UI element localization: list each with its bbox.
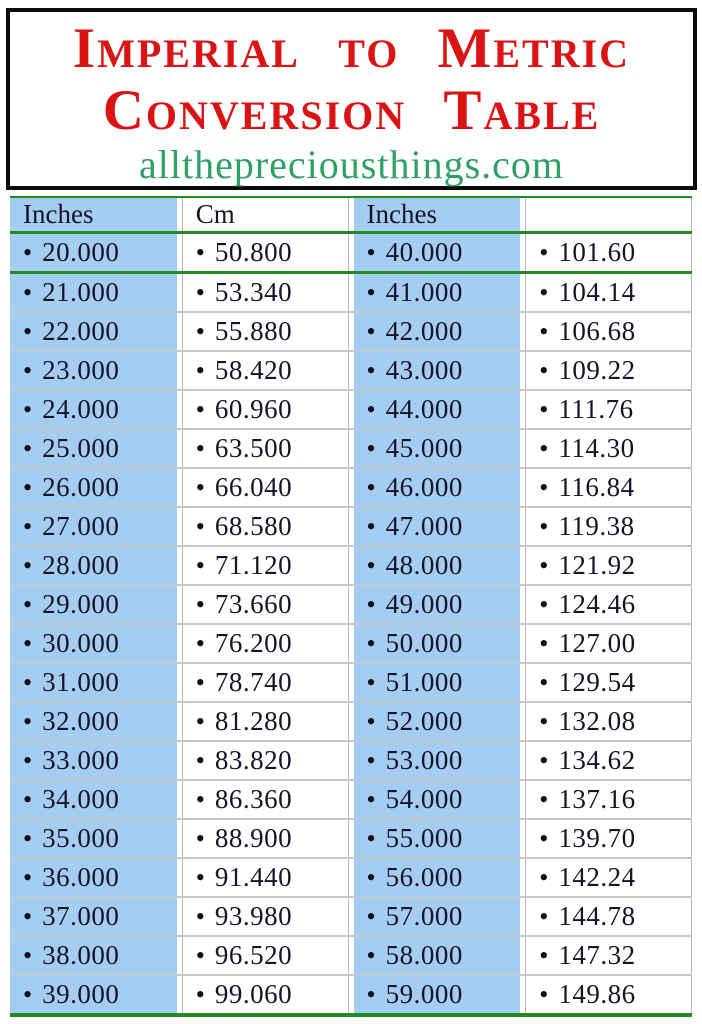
cell-value: 68.580 bbox=[214, 511, 293, 541]
bullet-icon: • bbox=[23, 316, 33, 346]
inches-cell bbox=[10, 352, 177, 389]
bullet-icon: • bbox=[23, 550, 33, 580]
table-row bbox=[10, 311, 692, 350]
table-row bbox=[10, 857, 692, 896]
cell-value: 56.000 bbox=[385, 862, 463, 892]
bullet-icon: • bbox=[539, 433, 549, 463]
bullet-icon: • bbox=[195, 237, 205, 267]
cm-cell bbox=[182, 664, 349, 701]
cell-value: 38.000 bbox=[42, 940, 120, 970]
cm-cell bbox=[525, 820, 692, 857]
bullet-icon: • bbox=[195, 550, 205, 580]
cell-value: 63.500 bbox=[214, 433, 293, 463]
bullet-icon: • bbox=[23, 589, 33, 619]
bullet-icon: • bbox=[195, 940, 205, 970]
cell-value: 47.000 bbox=[385, 511, 463, 541]
cm-cell bbox=[182, 391, 349, 428]
cell-value: 50.800 bbox=[214, 237, 293, 267]
cm-cell bbox=[182, 313, 349, 350]
bullet-icon: • bbox=[23, 277, 33, 307]
cm-cell bbox=[525, 547, 692, 584]
bullet-icon: • bbox=[23, 511, 33, 541]
bullet-icon: • bbox=[23, 784, 33, 814]
cell-value: 44.000 bbox=[385, 394, 463, 424]
cell-value: 127.00 bbox=[558, 628, 636, 658]
bullet-icon: • bbox=[539, 550, 549, 580]
cell-value: 59.000 bbox=[385, 979, 463, 1009]
bullet-icon: • bbox=[539, 237, 549, 267]
bullet-icon: • bbox=[539, 862, 549, 892]
bullet-icon: • bbox=[23, 355, 33, 385]
cm-cell bbox=[525, 859, 692, 896]
bullet-icon: • bbox=[539, 316, 549, 346]
inches-cell bbox=[10, 742, 177, 779]
cell-value: 73.660 bbox=[214, 589, 293, 619]
bullet-icon: • bbox=[366, 237, 376, 267]
bullet-icon: • bbox=[195, 667, 205, 697]
cell-value: 25.000 bbox=[42, 433, 120, 463]
bullet-icon: • bbox=[195, 394, 205, 424]
cell-value: 111.76 bbox=[558, 394, 634, 424]
cell-value: 129.54 bbox=[558, 667, 636, 697]
inches-cell bbox=[10, 703, 177, 740]
bullet-icon: • bbox=[539, 628, 549, 658]
cell-value: 40.000 bbox=[385, 237, 463, 267]
column-header-cm-2 bbox=[525, 198, 692, 231]
cm-cell bbox=[182, 469, 349, 506]
cm-cell bbox=[182, 976, 349, 1013]
bullet-icon: • bbox=[539, 589, 549, 619]
inches-cell bbox=[10, 625, 177, 662]
bullet-icon: • bbox=[23, 394, 33, 424]
bullet-icon: • bbox=[195, 472, 205, 502]
cell-value: 58.000 bbox=[385, 940, 463, 970]
cell-value: 81.280 bbox=[214, 706, 293, 736]
cell-value: 20.000 bbox=[42, 237, 120, 267]
cm-cell bbox=[182, 859, 349, 896]
bullet-icon: • bbox=[366, 433, 376, 463]
cell-value: 104.14 bbox=[558, 277, 636, 307]
bullet-icon: • bbox=[539, 472, 549, 502]
bullet-icon: • bbox=[539, 901, 549, 931]
cell-value: 26.000 bbox=[42, 472, 120, 502]
cell-value: 55.880 bbox=[214, 316, 293, 346]
cell-value: 50.000 bbox=[385, 628, 463, 658]
cell-value: 27.000 bbox=[42, 511, 120, 541]
bullet-icon: • bbox=[195, 589, 205, 619]
cm-cell bbox=[525, 469, 692, 506]
bullet-icon: • bbox=[366, 316, 376, 346]
bullet-icon: • bbox=[539, 979, 549, 1009]
table-row bbox=[10, 896, 692, 935]
table-row bbox=[10, 701, 692, 740]
cm-cell bbox=[525, 976, 692, 1013]
bullet-icon: • bbox=[23, 940, 33, 970]
cm-cell bbox=[525, 742, 692, 779]
bullet-icon: • bbox=[23, 433, 33, 463]
inches-cell bbox=[354, 313, 521, 350]
table-row bbox=[10, 662, 692, 701]
bullet-icon: • bbox=[366, 667, 376, 697]
cm-cell bbox=[525, 586, 692, 623]
cell-value: 57.000 bbox=[385, 901, 463, 931]
inches-cell bbox=[354, 898, 521, 935]
cm-cell bbox=[525, 313, 692, 350]
inches-cell bbox=[354, 234, 521, 271]
table-body bbox=[10, 231, 692, 1017]
cell-value: 86.360 bbox=[214, 784, 293, 814]
bullet-icon: • bbox=[539, 706, 549, 736]
bullet-icon: • bbox=[195, 706, 205, 736]
table-row bbox=[10, 428, 692, 467]
cell-value: 39.000 bbox=[42, 979, 120, 1009]
bullet-icon: • bbox=[23, 979, 33, 1009]
inches-cell bbox=[10, 547, 177, 584]
cell-value: 101.60 bbox=[558, 237, 636, 267]
bullet-icon: • bbox=[195, 355, 205, 385]
table-row bbox=[10, 506, 692, 545]
bullet-icon: • bbox=[195, 784, 205, 814]
cell-value: 55.000 bbox=[385, 823, 463, 853]
cm-cell bbox=[525, 274, 692, 311]
cm-cell bbox=[182, 898, 349, 935]
cm-cell bbox=[182, 703, 349, 740]
cell-value: 134.62 bbox=[558, 745, 636, 775]
cell-value: 139.70 bbox=[558, 823, 636, 853]
inches-cell bbox=[10, 820, 177, 857]
cell-value: 30.000 bbox=[42, 628, 120, 658]
bullet-icon: • bbox=[366, 979, 376, 1009]
bullet-icon: • bbox=[366, 823, 376, 853]
cm-cell bbox=[525, 898, 692, 935]
cell-value: 116.84 bbox=[558, 472, 635, 502]
cm-cell bbox=[525, 781, 692, 818]
cm-cell bbox=[525, 625, 692, 662]
page bbox=[0, 8, 702, 1024]
inches-cell bbox=[354, 274, 521, 311]
column-header-inches-1: Inches bbox=[10, 198, 177, 231]
cell-value: 41.000 bbox=[385, 277, 463, 307]
bullet-icon: • bbox=[366, 745, 376, 775]
cm-cell bbox=[182, 742, 349, 779]
cell-value: 23.000 bbox=[42, 355, 120, 385]
cell-value: 24.000 bbox=[42, 394, 120, 424]
bullet-icon: • bbox=[539, 394, 549, 424]
inches-cell bbox=[10, 469, 177, 506]
table-row bbox=[10, 584, 692, 623]
bullet-icon: • bbox=[539, 667, 549, 697]
cell-value: 106.68 bbox=[558, 316, 636, 346]
inches-cell bbox=[354, 781, 521, 818]
bullet-icon: • bbox=[366, 355, 376, 385]
bullet-icon: • bbox=[539, 940, 549, 970]
bullet-icon: • bbox=[366, 862, 376, 892]
bullet-icon: • bbox=[195, 433, 205, 463]
bullet-icon: • bbox=[23, 862, 33, 892]
cell-value: 78.740 bbox=[214, 667, 293, 697]
inches-cell bbox=[10, 391, 177, 428]
cell-value: 29.000 bbox=[42, 589, 120, 619]
bullet-icon: • bbox=[366, 277, 376, 307]
table-row bbox=[10, 974, 692, 1017]
bullet-icon: • bbox=[195, 901, 205, 931]
inches-cell bbox=[10, 898, 177, 935]
inches-cell bbox=[354, 742, 521, 779]
bullet-icon: • bbox=[366, 940, 376, 970]
cm-cell bbox=[182, 352, 349, 389]
inches-cell bbox=[354, 352, 521, 389]
cm-cell bbox=[182, 625, 349, 662]
bullet-icon: • bbox=[539, 277, 549, 307]
inches-cell bbox=[354, 547, 521, 584]
title-line-2: Conversion Table bbox=[102, 79, 601, 142]
bullet-icon: • bbox=[539, 511, 549, 541]
cell-value: 45.000 bbox=[385, 433, 463, 463]
bullet-icon: • bbox=[23, 667, 33, 697]
inches-cell bbox=[10, 937, 177, 974]
bullet-icon: • bbox=[366, 706, 376, 736]
bullet-icon: • bbox=[366, 901, 376, 931]
cell-value: 137.16 bbox=[558, 784, 636, 814]
bullet-icon: • bbox=[195, 277, 205, 307]
bullet-icon: • bbox=[23, 901, 33, 931]
column-header-inches-2: Inches bbox=[354, 198, 521, 231]
bullet-icon: • bbox=[539, 784, 549, 814]
cm-cell bbox=[182, 508, 349, 545]
bullet-icon: • bbox=[195, 823, 205, 853]
inches-cell bbox=[354, 586, 521, 623]
bullet-icon: • bbox=[23, 472, 33, 502]
cell-value: 35.000 bbox=[42, 823, 120, 853]
cell-value: 31.000 bbox=[42, 667, 120, 697]
table-row bbox=[10, 623, 692, 662]
website-url: allthepreciousthings.com bbox=[138, 142, 564, 187]
bullet-icon: • bbox=[23, 745, 33, 775]
cell-value: 147.32 bbox=[558, 940, 636, 970]
bullet-icon: • bbox=[195, 979, 205, 1009]
cell-value: 60.960 bbox=[214, 394, 293, 424]
cell-value: 144.78 bbox=[558, 901, 636, 931]
inches-cell bbox=[10, 976, 177, 1013]
cell-value: 37.000 bbox=[42, 901, 120, 931]
cell-value: 91.440 bbox=[214, 862, 293, 892]
cell-value: 46.000 bbox=[385, 472, 463, 502]
bullet-icon: • bbox=[195, 316, 205, 346]
bullet-icon: • bbox=[366, 511, 376, 541]
bullet-icon: • bbox=[539, 745, 549, 775]
bullet-icon: • bbox=[23, 237, 33, 267]
table-row bbox=[10, 740, 692, 779]
cm-cell bbox=[525, 430, 692, 467]
inches-cell bbox=[354, 703, 521, 740]
cell-value: 32.000 bbox=[42, 706, 120, 736]
cell-value: 52.000 bbox=[385, 706, 463, 736]
cm-cell bbox=[525, 937, 692, 974]
inches-cell bbox=[354, 391, 521, 428]
table-row bbox=[10, 389, 692, 428]
bullet-icon: • bbox=[366, 628, 376, 658]
table-row bbox=[10, 779, 692, 818]
bullet-icon: • bbox=[23, 628, 33, 658]
cm-cell bbox=[182, 820, 349, 857]
inches-cell bbox=[354, 430, 521, 467]
bullet-icon: • bbox=[366, 550, 376, 580]
inches-cell bbox=[10, 313, 177, 350]
cell-value: 71.120 bbox=[214, 550, 293, 580]
inches-cell bbox=[10, 234, 177, 271]
inches-cell bbox=[10, 508, 177, 545]
cm-cell bbox=[525, 703, 692, 740]
cm-cell bbox=[525, 234, 692, 271]
inches-cell bbox=[354, 820, 521, 857]
cell-value: 53.000 bbox=[385, 745, 463, 775]
cell-value: 33.000 bbox=[42, 745, 120, 775]
inches-cell bbox=[10, 859, 177, 896]
cell-value: 76.200 bbox=[214, 628, 293, 658]
cell-value: 48.000 bbox=[385, 550, 463, 580]
cm-cell bbox=[182, 430, 349, 467]
table-row bbox=[10, 818, 692, 857]
bullet-icon: • bbox=[195, 511, 205, 541]
bullet-icon: • bbox=[366, 472, 376, 502]
cell-value: 119.38 bbox=[558, 511, 635, 541]
cm-cell bbox=[525, 508, 692, 545]
cm-cell bbox=[182, 234, 349, 271]
cm-cell bbox=[182, 586, 349, 623]
cell-value: 43.000 bbox=[385, 355, 463, 385]
cell-value: 49.000 bbox=[385, 589, 463, 619]
inches-cell bbox=[354, 976, 521, 1013]
cell-value: 124.46 bbox=[558, 589, 636, 619]
cell-value: 149.86 bbox=[558, 979, 636, 1009]
inches-cell bbox=[354, 937, 521, 974]
inches-cell bbox=[354, 469, 521, 506]
cell-value: 121.92 bbox=[558, 550, 636, 580]
cell-value: 66.040 bbox=[214, 472, 293, 502]
table-row bbox=[10, 271, 692, 311]
cm-cell bbox=[182, 937, 349, 974]
cm-cell bbox=[182, 547, 349, 584]
cell-value: 109.22 bbox=[558, 355, 636, 385]
cell-value: 21.000 bbox=[42, 277, 120, 307]
cell-value: 142.24 bbox=[558, 862, 636, 892]
bullet-icon: • bbox=[366, 784, 376, 814]
cell-value: 36.000 bbox=[42, 862, 120, 892]
inches-cell bbox=[354, 664, 521, 701]
cm-cell bbox=[525, 391, 692, 428]
table-header-row bbox=[10, 198, 692, 231]
inches-cell bbox=[10, 664, 177, 701]
title-box bbox=[6, 8, 697, 190]
cell-value: 22.000 bbox=[42, 316, 120, 346]
bullet-icon: • bbox=[195, 745, 205, 775]
bullet-icon: • bbox=[366, 394, 376, 424]
table-row bbox=[10, 545, 692, 584]
cell-value: 88.900 bbox=[214, 823, 293, 853]
table-row bbox=[10, 350, 692, 389]
inches-cell bbox=[10, 430, 177, 467]
cell-value: 99.060 bbox=[214, 979, 293, 1009]
inches-cell bbox=[10, 781, 177, 818]
bullet-icon: • bbox=[23, 823, 33, 853]
cell-value: 83.820 bbox=[214, 745, 293, 775]
cell-value: 114.30 bbox=[558, 433, 635, 463]
bullet-icon: • bbox=[195, 862, 205, 892]
conversion-table bbox=[10, 196, 692, 1017]
cell-value: 96.520 bbox=[214, 940, 293, 970]
inches-cell bbox=[354, 859, 521, 896]
cm-cell bbox=[182, 274, 349, 311]
cell-value: 51.000 bbox=[385, 667, 463, 697]
inches-cell bbox=[10, 586, 177, 623]
cm-cell bbox=[182, 781, 349, 818]
cell-value: 132.08 bbox=[558, 706, 636, 736]
cell-value: 54.000 bbox=[385, 784, 463, 814]
bullet-icon: • bbox=[539, 355, 549, 385]
cm-cell bbox=[525, 352, 692, 389]
inches-cell bbox=[354, 625, 521, 662]
table-row bbox=[10, 467, 692, 506]
cell-value: 93.980 bbox=[214, 901, 293, 931]
inches-cell bbox=[10, 274, 177, 311]
bullet-icon: • bbox=[23, 706, 33, 736]
cell-value: 58.420 bbox=[214, 355, 293, 385]
title-line-1: Imperial to Metric bbox=[72, 17, 631, 80]
cm-cell bbox=[525, 664, 692, 701]
column-header-cm-1: Cm bbox=[182, 198, 349, 231]
cell-value: 42.000 bbox=[385, 316, 463, 346]
table-row bbox=[10, 935, 692, 974]
cell-value: 34.000 bbox=[42, 784, 120, 814]
bullet-icon: • bbox=[366, 589, 376, 619]
bullet-icon: • bbox=[539, 823, 549, 853]
table-row bbox=[10, 231, 692, 271]
inches-cell bbox=[354, 508, 521, 545]
cell-value: 53.340 bbox=[214, 277, 293, 307]
bullet-icon: • bbox=[195, 628, 205, 658]
cell-value: 28.000 bbox=[42, 550, 120, 580]
